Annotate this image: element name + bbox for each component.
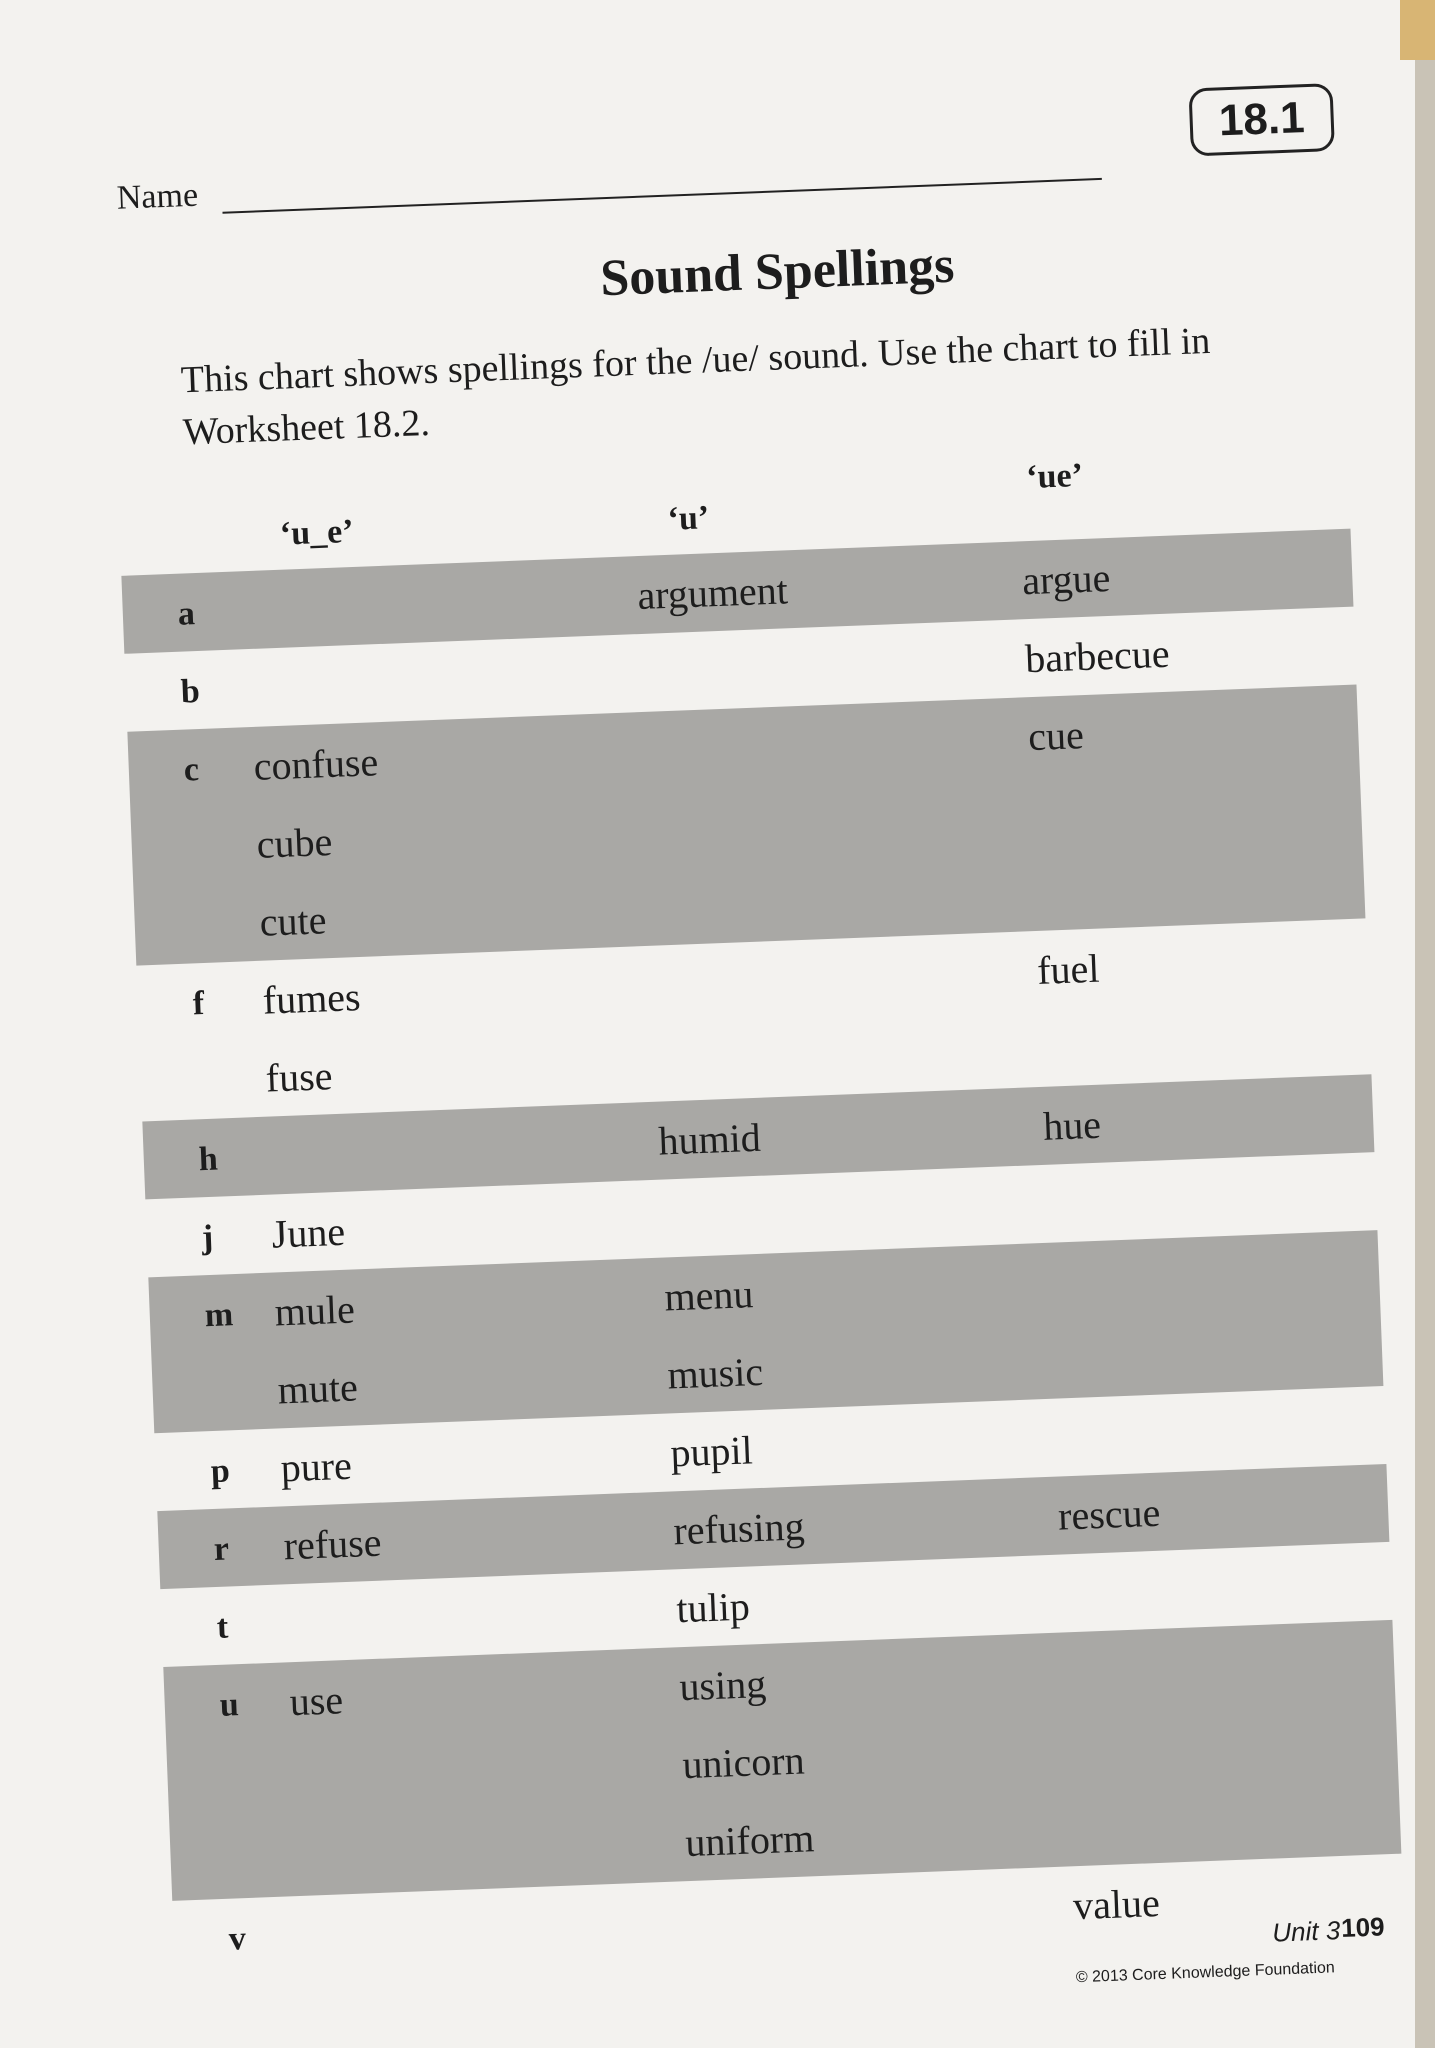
word-u-u: uniform bbox=[684, 1815, 816, 1866]
word-u_e-m: mute bbox=[276, 1364, 359, 1413]
word-ue-b: barbecue bbox=[1024, 630, 1171, 682]
row-letter-v: v bbox=[228, 1920, 247, 1958]
word-ue-v: value bbox=[1072, 1879, 1161, 1929]
row-letter-b: b bbox=[180, 672, 201, 711]
word-u_e-c: cute bbox=[258, 897, 328, 945]
column-header-ue: ‘ue’ bbox=[1025, 456, 1084, 497]
footer-page-number: 109 bbox=[1340, 1911, 1386, 1944]
name-label: Name bbox=[116, 176, 199, 217]
word-u-m: menu bbox=[663, 1271, 755, 1320]
word-u-h: humid bbox=[657, 1114, 762, 1164]
page-title: Sound Spellings bbox=[599, 236, 956, 308]
row-letter-c: c bbox=[183, 751, 200, 789]
word-ue-r: rescue bbox=[1057, 1489, 1162, 1539]
word-u_e-r: refuse bbox=[282, 1519, 383, 1569]
word-u_e-c: cube bbox=[255, 818, 334, 867]
instructions: This chart shows spellings for the /ue/ sound. Use the chart to fill in Worksheet 18.2. bbox=[180, 319, 1212, 454]
word-u-t: tulip bbox=[675, 1583, 751, 1632]
word-u_e-m: mule bbox=[273, 1286, 356, 1335]
word-ue-f: fuel bbox=[1036, 945, 1101, 993]
word-u_e-u: use bbox=[288, 1677, 344, 1725]
word-u_e-f: fumes bbox=[261, 974, 362, 1023]
word-u-u: unicorn bbox=[681, 1737, 806, 1788]
row-letter-a: a bbox=[177, 595, 196, 633]
row-letter-h: h bbox=[198, 1140, 219, 1179]
row-letter-t: t bbox=[216, 1608, 229, 1646]
word-ue-c: cue bbox=[1027, 712, 1085, 760]
row-letter-m: m bbox=[204, 1296, 234, 1335]
word-u_e-f: fuse bbox=[264, 1053, 334, 1101]
page-edge-top bbox=[1400, 0, 1435, 60]
row-letter-p: p bbox=[210, 1452, 231, 1491]
word-ue-h: hue bbox=[1042, 1101, 1102, 1149]
word-u-u: using bbox=[678, 1660, 767, 1710]
word-u_e-c: confuse bbox=[252, 739, 379, 789]
page-edge bbox=[1415, 0, 1435, 2048]
column-header-u: ‘u’ bbox=[666, 499, 710, 538]
word-ue-a: argue bbox=[1021, 554, 1112, 604]
word-u-r: refusing bbox=[672, 1503, 806, 1554]
word-u_e-j: June bbox=[270, 1208, 346, 1257]
word-u-a: argument bbox=[636, 567, 789, 619]
row-letter-f: f bbox=[192, 985, 205, 1023]
footer-copyright: © 2013 Core Knowledge Foundation bbox=[1075, 1959, 1336, 1987]
word-u-p: pupil bbox=[669, 1427, 754, 1476]
footer-unit: Unit 3 bbox=[1271, 1915, 1341, 1948]
word-u-m: music bbox=[666, 1348, 764, 1398]
column-header-u_e: ‘u_e’ bbox=[279, 512, 355, 553]
row-letter-r: r bbox=[213, 1530, 230, 1569]
row-letter-j: j bbox=[201, 1218, 214, 1257]
name-line bbox=[222, 178, 1101, 214]
worksheet-number-badge: 18.1 bbox=[1188, 83, 1335, 156]
row-letter-u: u bbox=[219, 1686, 240, 1724]
word-u_e-p: pure bbox=[279, 1442, 353, 1491]
